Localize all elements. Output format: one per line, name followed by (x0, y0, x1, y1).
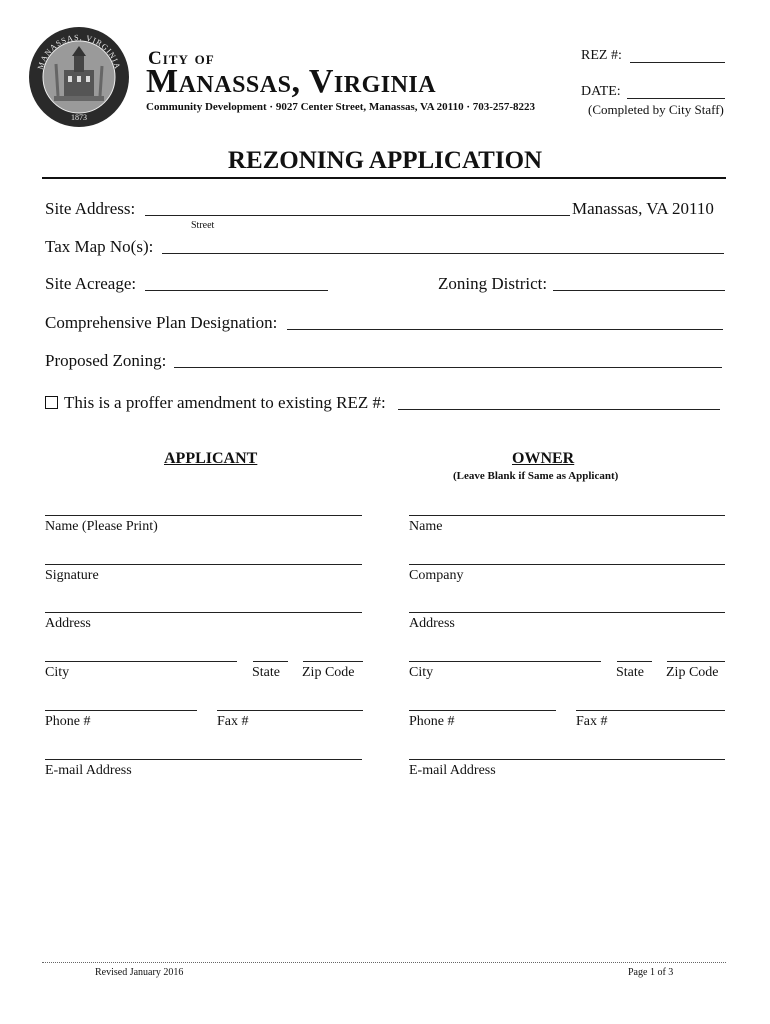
rez-number-field[interactable] (630, 62, 725, 63)
proffer-rez-field[interactable] (398, 409, 720, 410)
owner-email-field[interactable] (409, 759, 725, 760)
zoning-district-label: Zoning District: (438, 274, 548, 293)
footer-divider (42, 962, 726, 963)
owner-email-label: E-mail Address (409, 763, 496, 778)
city-name-title: Manassas, Virginia (146, 63, 437, 100)
owner-phone-label: Phone # (409, 714, 455, 729)
staff-note: (Completed by City Staff) (588, 102, 724, 117)
owner-company-label: Company (409, 568, 464, 583)
comp-plan-label: Comprehensive Plan Designation: (45, 313, 278, 332)
applicant-phone-field[interactable] (45, 710, 197, 711)
date-label: DATE: (581, 84, 621, 99)
owner-name-label: Name (409, 519, 443, 534)
owner-city-field[interactable] (409, 661, 601, 662)
owner-phone-field[interactable] (409, 710, 556, 711)
applicant-state-label: State (252, 665, 280, 680)
applicant-fax-field[interactable] (217, 710, 363, 711)
form-title: REZONING APPLICATION (227, 147, 543, 174)
revised-date: Revised January 2016 (95, 967, 184, 978)
applicant-city-field[interactable] (45, 661, 237, 662)
city-of-label: City of (148, 48, 215, 69)
applicant-phone-label: Phone # (45, 714, 91, 729)
owner-note: (Leave Blank if Same as Applicant) (453, 470, 619, 482)
date-field[interactable] (627, 98, 725, 99)
rez-number-label: REZ #: (581, 48, 622, 63)
tax-map-field[interactable] (162, 253, 724, 254)
owner-company-field[interactable] (409, 564, 725, 565)
site-acreage-field[interactable] (145, 290, 328, 291)
owner-fax-field[interactable] (576, 710, 725, 711)
page-number: Page 1 of 3 (628, 967, 674, 978)
applicant-zip-label: Zip Code (302, 665, 355, 680)
tax-map-label: Tax Map No(s): (45, 237, 154, 256)
comp-plan-field[interactable] (287, 329, 723, 330)
seal-text: MANASSAS, VIRGINIA (35, 32, 123, 71)
owner-fax-label: Fax # (576, 714, 608, 729)
applicant-signature-label: Signature (45, 568, 99, 583)
city-seal-logo (28, 26, 130, 128)
site-address-field[interactable] (145, 215, 570, 216)
applicant-state-field[interactable] (253, 661, 288, 662)
applicant-email-field[interactable] (45, 759, 362, 760)
owner-name-field[interactable] (409, 515, 725, 516)
applicant-fax-label: Fax # (217, 714, 249, 729)
owner-heading: OWNER (512, 450, 575, 467)
owner-zip-field[interactable] (667, 661, 725, 662)
applicant-city-label: City (45, 665, 70, 680)
applicant-signature-field[interactable] (45, 564, 362, 565)
owner-address-field[interactable] (409, 612, 725, 613)
title-divider (42, 177, 726, 179)
owner-city-label: City (409, 665, 434, 680)
proffer-label: This is a proffer amendment to existing REZ #: (64, 393, 386, 412)
applicant-address-field[interactable] (45, 612, 362, 613)
proffer-amendment-row (45, 393, 386, 413)
applicant-name-label: Name (Please Print) (45, 519, 158, 534)
zoning-district-field[interactable] (553, 290, 725, 291)
applicant-zip-field[interactable] (303, 661, 363, 662)
owner-address-label: Address (409, 616, 455, 631)
street-note: Street (191, 220, 215, 231)
department-address-line: Community Development · 9027 Center Street, Manassas, VA 20110 · 703-257-8223 (146, 101, 536, 113)
owner-state-label: State (616, 665, 644, 680)
proffer-checkbox[interactable] (45, 396, 58, 409)
applicant-address-label: Address (45, 616, 91, 631)
site-city-state: Manassas, VA 20110 (572, 199, 714, 218)
site-acreage-label: Site Acreage: (45, 274, 137, 293)
proposed-zoning-label: Proposed Zoning: (45, 351, 167, 370)
applicant-name-field[interactable] (45, 515, 362, 516)
owner-state-field[interactable] (617, 661, 652, 662)
site-address-label: Site Address: (45, 199, 136, 218)
owner-zip-label: Zip Code (666, 665, 719, 680)
applicant-email-label: E-mail Address (45, 763, 132, 778)
proposed-zoning-field[interactable] (174, 367, 722, 368)
applicant-heading: APPLICANT (164, 450, 258, 467)
seal-year: 1873 (71, 113, 87, 122)
